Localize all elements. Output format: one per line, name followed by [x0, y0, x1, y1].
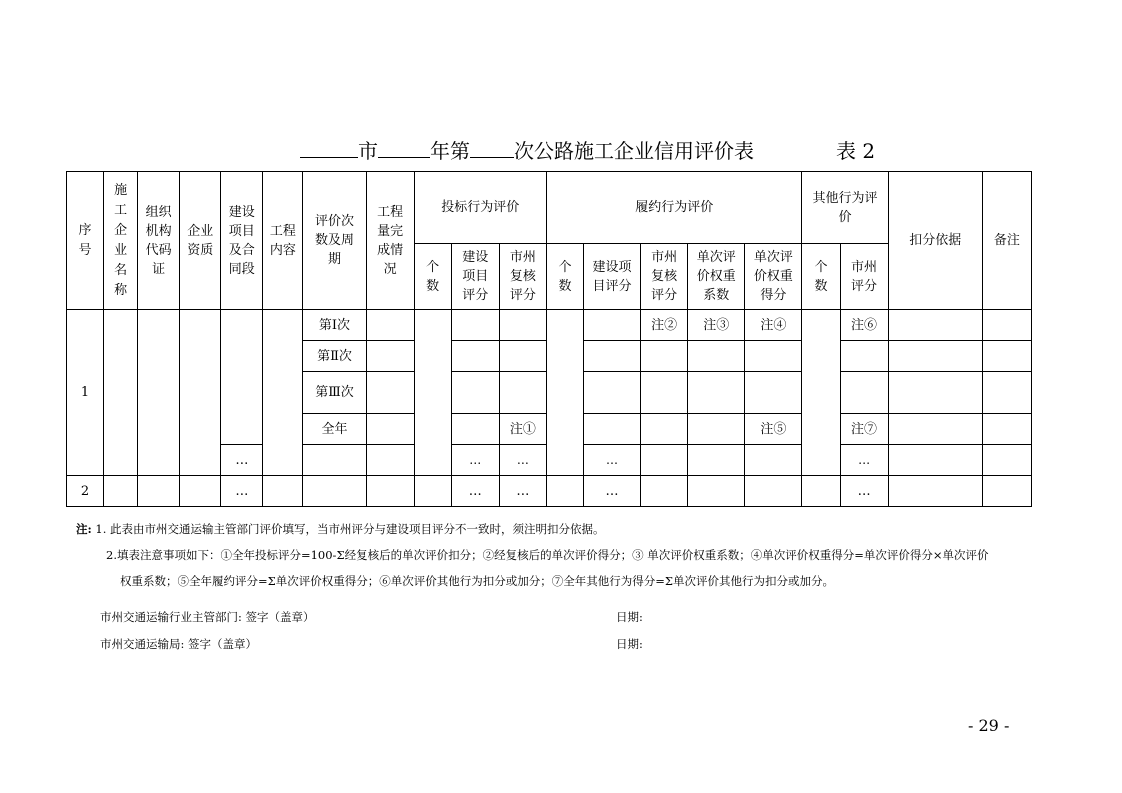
table-cell[interactable]: [688, 476, 745, 507]
table-cell[interactable]: [263, 476, 303, 507]
note-marker: 注④: [745, 310, 802, 341]
note-marker: 注⑥: [840, 310, 888, 341]
table-cell[interactable]: [982, 372, 1031, 414]
ellipsis-cell: …: [840, 476, 888, 507]
round-blank[interactable]: [470, 139, 514, 158]
note-item-2-continued: 权重系数；⑤全年履约评分=Σ单次评价权重得分；⑥单次评价其他行为扣分或加分；⑦全年其他行为得分=Σ单次评价其他行为扣分或加分。: [120, 574, 835, 588]
row2-seq: 2: [67, 476, 104, 507]
ellipsis-cell: …: [499, 445, 546, 476]
header-bid-group: 投标行为评价: [414, 172, 546, 244]
table-cell[interactable]: [546, 476, 583, 507]
table-cell[interactable]: [104, 476, 138, 507]
table-cell[interactable]: [641, 476, 688, 507]
header-other-city-score: 市州评分: [840, 244, 888, 310]
table-cell[interactable]: [499, 310, 546, 341]
header-perf-weight-score: 单次评价权重得分: [745, 244, 802, 310]
header-perf-city-review: 市州复核评分: [641, 244, 688, 310]
table-cell[interactable]: [802, 476, 840, 507]
table-cell[interactable]: [303, 445, 366, 476]
table-cell[interactable]: [366, 310, 414, 341]
table-cell[interactable]: [745, 445, 802, 476]
header-other-count: 个数: [802, 244, 840, 310]
table-cell[interactable]: [688, 445, 745, 476]
row1-perf-count-cell[interactable]: [546, 310, 583, 476]
notes-label: 注:: [76, 522, 92, 536]
page-number: - 29 -: [968, 716, 1010, 735]
table-cell[interactable]: [688, 341, 745, 372]
credit-evaluation-table: [66, 171, 1032, 507]
table-cell[interactable]: [888, 445, 982, 476]
header-perf-count: 个数: [546, 244, 583, 310]
period-label: 第Ⅱ次: [303, 341, 366, 372]
table-cell[interactable]: [982, 310, 1031, 341]
table-cell[interactable]: [451, 310, 499, 341]
signature-dept: 市州交通运输行业主管部门: 签字（盖章）: [100, 610, 315, 624]
note-marker: 注⑦: [840, 414, 888, 445]
table-number: 表 2: [836, 139, 876, 163]
table-cell[interactable]: [499, 341, 546, 372]
ellipsis-cell: …: [451, 476, 499, 507]
note-line-1: [76, 516, 605, 542]
table-cell[interactable]: [641, 372, 688, 414]
row1-project-section-cell[interactable]: [221, 310, 263, 445]
ellipsis-cell: …: [451, 445, 499, 476]
header-perf-group: 履约行为评价: [546, 172, 802, 244]
table-cell[interactable]: [982, 445, 1031, 476]
table-cell[interactable]: [745, 341, 802, 372]
table-cell[interactable]: [888, 310, 982, 341]
table-cell[interactable]: [451, 372, 499, 414]
table-cell[interactable]: [366, 372, 414, 414]
year-blank[interactable]: [378, 139, 430, 158]
note-item-2: 2.填表注意事项如下：①全年投标评分=100-Σ经复核后的单次评价扣分；②经复核后的单次评价得分；③ 单次评价权重系数；④单次评价权重得分=单次评价得分×单次评价: [106, 548, 989, 562]
ellipsis-cell: …: [584, 445, 641, 476]
table-cell[interactable]: [366, 476, 414, 507]
title-year-suffix: 年第: [430, 139, 470, 163]
ellipsis-cell: …: [499, 476, 546, 507]
table-cell[interactable]: [180, 476, 221, 507]
row1-company-cell[interactable]: [104, 310, 138, 476]
table-cell[interactable]: [688, 372, 745, 414]
table-cell[interactable]: [888, 414, 982, 445]
table-cell[interactable]: [414, 476, 451, 507]
ellipsis-cell: …: [840, 445, 888, 476]
table-cell[interactable]: [584, 310, 641, 341]
table-cell[interactable]: [584, 341, 641, 372]
table-cell[interactable]: [499, 372, 546, 414]
header-bid-city-review: 市州复核评分: [499, 244, 546, 310]
table-cell[interactable]: [138, 476, 180, 507]
period-label: 第Ⅰ次: [303, 310, 366, 341]
header-work-complete: 工程量完成情况: [366, 172, 414, 310]
note-marker: 注②: [641, 310, 688, 341]
table-cell[interactable]: [303, 476, 366, 507]
row1-other-count-cell[interactable]: [802, 310, 840, 476]
table-cell[interactable]: [451, 341, 499, 372]
note-marker: 注③: [688, 310, 745, 341]
title-city-suffix: 市: [358, 139, 378, 163]
header-perf-weight-coef: 单次评价权重系数: [688, 244, 745, 310]
table-cell[interactable]: [641, 445, 688, 476]
note-marker: 注①: [499, 414, 546, 445]
header-bid-count: 个数: [414, 244, 451, 310]
city-blank[interactable]: [300, 139, 358, 158]
ellipsis-cell: …: [221, 445, 263, 476]
header-project-section: 建设项目及合同段: [221, 172, 263, 310]
table-cell[interactable]: [888, 372, 982, 414]
row1-work-content-cell[interactable]: [263, 310, 303, 476]
header-work-content: 工程内容: [263, 172, 303, 310]
date-label-1: 日期:: [616, 610, 643, 624]
header-remark: 备注: [982, 172, 1031, 310]
table-cell[interactable]: [641, 414, 688, 445]
table-cell[interactable]: [745, 476, 802, 507]
header-other-group: 其他行为评价: [802, 172, 888, 244]
table-cell[interactable]: [366, 414, 414, 445]
header-org-code: 组织机构代码证: [138, 172, 180, 310]
header-seq: 序号: [67, 172, 104, 310]
row1-org-code-cell[interactable]: [138, 310, 180, 476]
table-cell[interactable]: [584, 372, 641, 414]
table-cell[interactable]: [840, 341, 888, 372]
table-cell[interactable]: [982, 341, 1031, 372]
header-perf-project-score: 建设项目评分: [584, 244, 641, 310]
date-label-2: 日期:: [616, 637, 643, 651]
ellipsis-cell: …: [221, 476, 263, 507]
signature-bureau: 市州交通运输局: 签字（盖章）: [100, 637, 258, 651]
header-company-name: 施工企业名称: [104, 172, 138, 310]
header-eval-cycle: 评价次数及周期: [303, 172, 366, 310]
header-deduct-basis: 扣分依据: [888, 172, 982, 310]
ellipsis-cell: …: [584, 476, 641, 507]
table-cell[interactable]: [840, 372, 888, 414]
table-cell[interactable]: [982, 476, 1031, 507]
title-main-text: 次公路施工企业信用评价表: [514, 139, 754, 163]
form-title: [300, 138, 900, 164]
row1-qualification-cell[interactable]: [180, 310, 221, 476]
table-cell[interactable]: [366, 445, 414, 476]
header-bid-project-score: 建设项目评分: [451, 244, 499, 310]
table-cell[interactable]: [451, 414, 499, 445]
note-item-1: 1. 此表由市州交通运输主管部门评价填写，当市州评分与建设项目评分不一致时，须注明扣分依据。: [95, 522, 605, 536]
header-qualification: 企业资质: [180, 172, 221, 310]
period-label: 第Ⅲ次: [303, 372, 366, 414]
table-cell[interactable]: [888, 476, 982, 507]
table-cell[interactable]: [584, 414, 641, 445]
table-cell[interactable]: [641, 341, 688, 372]
row1-bid-count-cell[interactable]: [414, 310, 451, 476]
table-cell[interactable]: [888, 341, 982, 372]
table-cell[interactable]: [745, 372, 802, 414]
table-cell[interactable]: [366, 341, 414, 372]
note-marker: 注⑤: [745, 414, 802, 445]
table-cell[interactable]: [982, 414, 1031, 445]
row1-seq: 1: [67, 310, 104, 476]
table-cell[interactable]: [688, 414, 745, 445]
period-label: 全年: [303, 414, 366, 445]
